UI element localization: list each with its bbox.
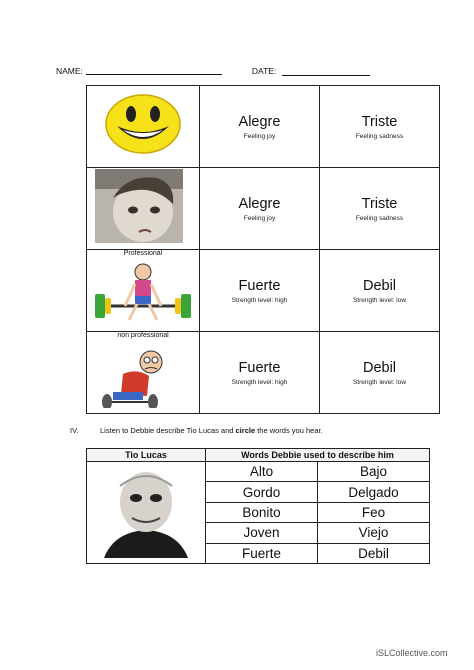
word-meaning: Strength level: high [231, 296, 288, 304]
word-option[interactable]: Feo [318, 502, 430, 522]
word-cell[interactable] [200, 86, 320, 168]
sad-baby-photo-icon [87, 168, 199, 244]
header-words: Words Debbie used to describe him [206, 449, 430, 462]
image-caption: non professional [117, 332, 169, 339]
word-option[interactable]: Fuerte [206, 543, 318, 563]
word-option[interactable]: Bajo [318, 462, 430, 482]
word-meaning: Feeling joy [243, 214, 276, 222]
grid-row [87, 168, 440, 250]
section-iv-instruction [70, 426, 323, 435]
header-tio-lucas: Tio Lucas [87, 449, 206, 462]
word-option[interactable]: Gordo [206, 482, 318, 502]
word-option: Fuerte [238, 359, 281, 376]
word-option: Debil [362, 359, 397, 376]
image-cell [87, 86, 200, 168]
word-cell[interactable] [320, 250, 440, 332]
word-option: Fuerte [238, 277, 281, 294]
word-option[interactable]: Alto [206, 462, 318, 482]
word-option: Alegre [238, 195, 281, 212]
word-option[interactable]: Debil [318, 543, 430, 563]
grid-row [87, 332, 440, 414]
word-option: Debil [362, 277, 397, 294]
image-cell [87, 168, 200, 250]
word-meaning: Feeling joy [243, 132, 276, 140]
tio-lucas-portrait-icon [94, 462, 198, 558]
table-row [87, 462, 430, 482]
word-cell[interactable] [320, 332, 440, 414]
word-meaning: Feeling sadness [355, 214, 404, 222]
word-option: Triste [361, 113, 398, 130]
word-cell[interactable] [200, 168, 320, 250]
image-cell [87, 332, 200, 414]
word-meaning: Strength level: low [352, 378, 407, 386]
name-blank[interactable] [86, 66, 222, 75]
instruction-text: Listen to Debbie describe Tio Lucas and [100, 426, 236, 435]
grid-row [87, 250, 440, 332]
word-meaning: Strength level: high [231, 378, 288, 386]
word-meaning: Feeling sadness [355, 132, 404, 140]
site-watermark: iSLCollective.com [376, 648, 448, 658]
table-header-row [87, 449, 430, 462]
word-option[interactable]: Joven [206, 523, 318, 543]
weightlifter-cartoon-icon [87, 250, 199, 326]
description-table [86, 448, 430, 564]
image-caption: Professional [123, 250, 163, 257]
word-option[interactable]: Delgado [318, 482, 430, 502]
name-label: NAME: [56, 66, 83, 76]
portrait-cell [87, 462, 206, 564]
date-blank[interactable] [282, 67, 370, 76]
image-cell [87, 250, 200, 332]
vocabulary-grid [86, 85, 440, 414]
smiley-face-icon [87, 86, 199, 162]
date-label: DATE: [251, 66, 277, 76]
struggling-lifter-cartoon-icon [87, 332, 199, 408]
word-option: Triste [361, 195, 398, 212]
word-option[interactable]: Viejo [318, 523, 430, 543]
section-number: IV. [70, 426, 79, 435]
word-cell[interactable] [200, 250, 320, 332]
date-field [252, 66, 370, 76]
word-cell[interactable] [200, 332, 320, 414]
word-meaning: Strength level: low [352, 296, 407, 304]
word-cell[interactable] [320, 168, 440, 250]
grid-row [87, 86, 440, 168]
instruction-bold: circle [235, 426, 256, 435]
word-option[interactable]: Bonito [206, 502, 318, 522]
word-cell[interactable] [320, 86, 440, 168]
instruction-text-end: the words you hear. [255, 426, 323, 435]
worksheet-header [56, 66, 370, 76]
word-option: Alegre [238, 113, 281, 130]
